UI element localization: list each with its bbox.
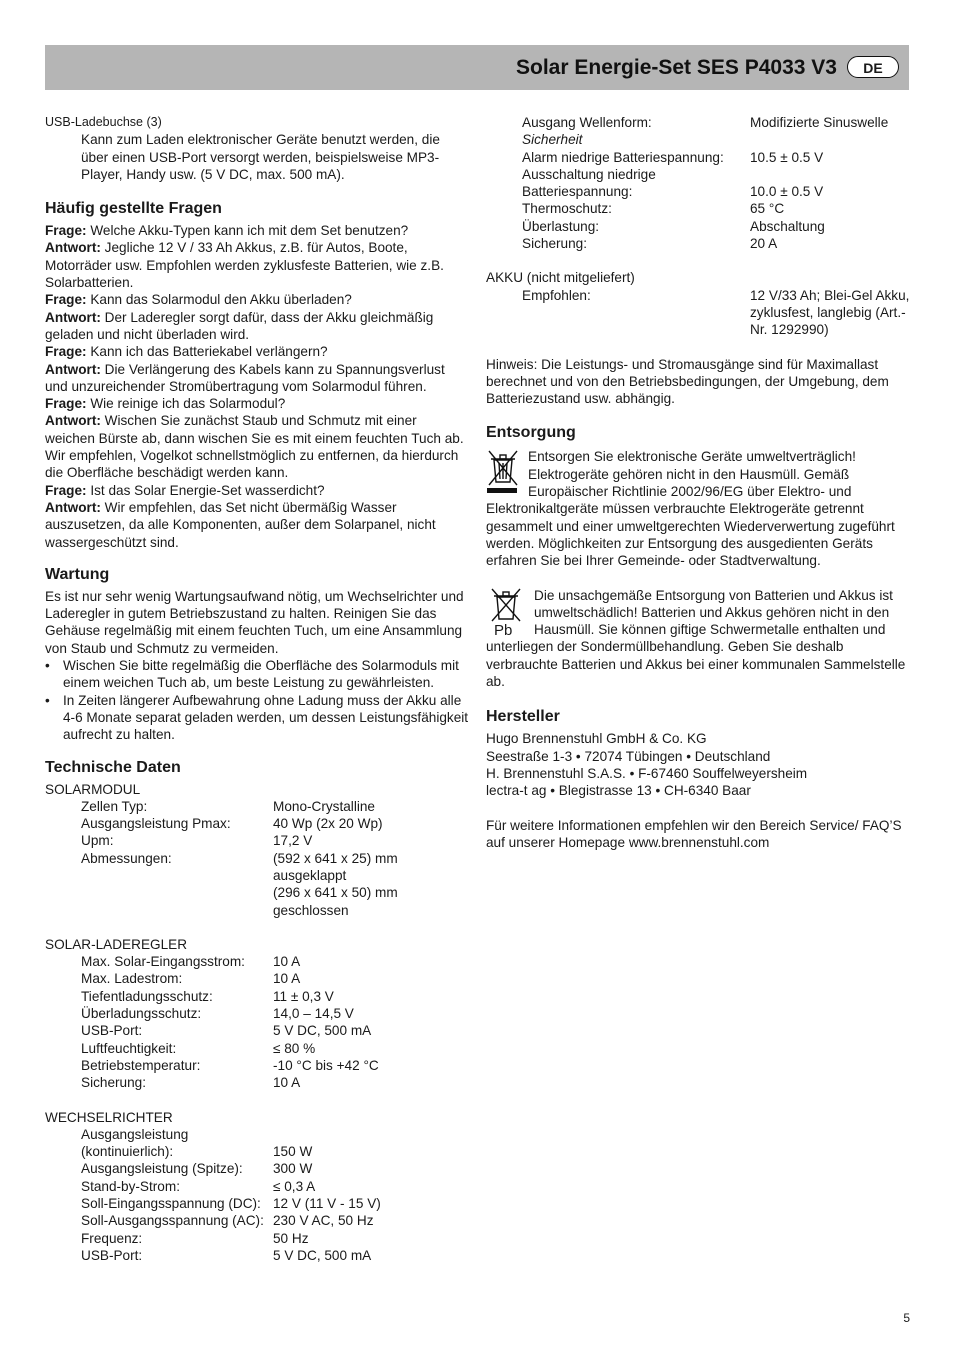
spec-row: [45, 953, 470, 970]
laderegler-table: [45, 953, 470, 1091]
spec-label: (kontinuierlich):: [81, 1144, 174, 1160]
akku-label: Empfohlen:: [522, 287, 591, 303]
wechselrichter-title: WECHSELRICHTER: [45, 1109, 173, 1125]
spec-label: Ausschaltung niedrige: [522, 166, 656, 182]
faq-answer-label: Antwort:: [45, 413, 101, 429]
solarmodul-title: SOLARMODUL: [45, 781, 141, 797]
wartung-bullet-2: • In Zeiten längerer Aufbewahrung ohne Ladung muss der Akku alle 4-6 Monate separat geladen werden, um dessen Leistungsfähigkeit aufrecht zu halten.: [45, 692, 470, 744]
spec-value: Abschaltung: [750, 218, 825, 234]
crossed-bin-icon: [486, 448, 520, 494]
solarmodul-table: [45, 798, 470, 919]
faq-question: [45, 395, 470, 412]
spec-label: Zellen Typ:: [81, 798, 148, 814]
spec-value: 5 V DC, 500 mA: [273, 1023, 372, 1039]
spec-row: [486, 183, 911, 200]
usb-text: Kann zum Laden elektronischer Geräte benutzt werden, die über einen USB-Port versorgt werden, beispielsweise MP3-Player, Handy usw. (5 V DC, max. 500 mA).: [81, 132, 440, 182]
spec-row: [45, 1247, 470, 1264]
usb-heading: USB-Ladebuchse (3): [45, 115, 162, 129]
spec-row: [45, 850, 470, 885]
spec-value: 14,0 – 14,5 V: [273, 1006, 354, 1022]
faq-answer: [45, 309, 470, 344]
faq-question: [45, 222, 470, 239]
spec-value: 40 Wp (2x 20 Wp): [273, 816, 383, 832]
faq-answer-label: Antwort:: [45, 309, 101, 325]
spec-value: 10 A: [273, 971, 301, 987]
wartung-bullet-1: • Wischen Sie bitte regelmäßig die Oberfläche des Solarmoduls mit einem weichen Tuch ab, um beste Leistung zu gewährleisten.: [45, 657, 470, 692]
faq-answer-text: Wischen Sie zunächst Staub und Schmutz mit einer weichen Bürste ab, dann wischen Sie es mit einem feuchten Tuch ab. Wir empfehlen, Vogelkot schnellstmöglich zu entfernen, da hierdurch die Oberfläche beschädigt werden kann.: [45, 413, 464, 481]
spec-label: Thermoschutz:: [522, 201, 612, 217]
faq-question-label: Frage:: [45, 223, 87, 239]
faq-question-label: Frage:: [45, 344, 87, 360]
spec-row: [45, 1212, 470, 1229]
spec-value: ≤ 0,3 A: [273, 1178, 316, 1194]
spec-value: 10 A: [273, 1075, 301, 1091]
spec-value: [273, 1126, 470, 1143]
spec-value: -10 °C bis +42 °C: [273, 1057, 379, 1073]
spec-label: Stand-by-Strom:: [81, 1178, 180, 1194]
spec-label: Sicherung:: [522, 236, 587, 252]
faq-answer-text: Wir empfehlen, das Set nicht übermäßig Wasser auszusetzen, da alle Komponenten, außer dem Solarpanel, nicht wassergeschützt sind.: [45, 499, 436, 550]
faq-question-label: Frage:: [45, 292, 87, 308]
spec-row: [45, 798, 470, 815]
spec-value: [750, 166, 911, 183]
wechselrichter-table: [45, 1126, 470, 1264]
spec-label: Sicherung:: [81, 1075, 146, 1091]
spec-row: [45, 1022, 470, 1039]
spec-value: 17,2 V: [273, 833, 313, 849]
faq-answer: [45, 361, 470, 396]
page-number: 5: [903, 1311, 910, 1325]
spec-row: [45, 1160, 470, 1177]
page-header: [45, 45, 909, 90]
spec-value: 11 ± 0,3 V: [273, 988, 334, 1004]
entsorgung-block-1: [486, 448, 911, 569]
spec-value: 12 V (11 V - 15 V): [273, 1196, 381, 1212]
faq-answer: [45, 499, 470, 551]
spec-label: USB-Port:: [81, 1247, 143, 1263]
faq-question-label: Frage:: [45, 396, 87, 412]
spec-label: Überlastung:: [522, 218, 600, 234]
faq-question-label: Frage:: [45, 482, 87, 498]
faq-heading: Häufig gestellte Fragen: [45, 200, 222, 218]
spec-label: Ausgangsleistung (Spitze):: [81, 1161, 243, 1177]
faq-answer-text: Jegliche 12 V / 33 Ah Akkus, z.B. für Autos, Boote, Motorräder usw. Empfohlen werden zyklusfeste Batterien, wie z.B. Solarbatterien.: [45, 240, 444, 291]
spec-label: Alarm niedrige Batteriespannung:: [522, 149, 724, 165]
spec-row: [486, 114, 911, 131]
spec-row: [45, 1040, 470, 1057]
spec-row: [486, 149, 911, 166]
spec-value: 65 °C: [750, 201, 785, 217]
spec-row: [45, 1126, 470, 1143]
spec-label: Überladungsschutz:: [81, 1006, 202, 1022]
spec-value: 10 A: [273, 954, 301, 970]
spec-row: [45, 1057, 470, 1074]
laderegler-title: SOLAR-LADEREGLER: [45, 936, 188, 952]
spec-label: Soll-Eingangsspannung (DC):: [81, 1196, 261, 1212]
faq-question: [45, 482, 470, 499]
spec-value: 150 W: [273, 1144, 313, 1160]
faq-list: [45, 222, 470, 551]
hersteller-line-2: Seestraße 1-3 • 72074 Tübingen • Deutschland: [486, 748, 771, 764]
spec-value: 10.5 ± 0.5 V: [750, 149, 824, 165]
hersteller-line-4: lectra-t ag • Blegistrasse 13 • CH-6340 Baar: [486, 783, 751, 799]
spec-row: [45, 1178, 470, 1195]
spec-value: 300 W: [273, 1161, 313, 1177]
document-title: Solar Energie-Set SES P4033 V3: [516, 56, 837, 79]
faq-question: [45, 343, 470, 360]
spec-label: Ausgangsleistung Pmax:: [81, 816, 231, 832]
spec-row: [45, 815, 470, 832]
pb-label: Pb: [494, 621, 513, 639]
spec-label: Betriebstemperatur:: [81, 1057, 201, 1073]
spec-row: [486, 218, 911, 235]
spec-label: Frequenz:: [81, 1230, 143, 1246]
akku-value: 12 V/33 Ah; Blei-Gel Akku, zyklusfest, langlebig (Art.-Nr. 1292990): [750, 287, 910, 338]
faq-question: [45, 291, 470, 308]
battery-disposal-symbol: [486, 587, 526, 638]
faq-question-text: Wie reinige ich das Solarmodul?: [90, 396, 286, 412]
faq-answer: [45, 239, 470, 291]
faq-answer-label: Antwort:: [45, 499, 101, 515]
faq-answer-label: Antwort:: [45, 361, 101, 377]
spec-label: [45, 884, 273, 919]
akku-row: [486, 287, 911, 339]
entsorgung-heading: Entsorgung: [486, 424, 576, 442]
spec-row: [45, 832, 470, 849]
spec-value: Mono-Crystalline: [273, 798, 375, 814]
hersteller-info: Für weitere Informationen empfehlen wir den Bereich Service/ FAQ’S auf unserer Homepage www.brennenstuhl.com: [486, 817, 902, 850]
spec-row: [45, 1230, 470, 1247]
faq-answer-label: Antwort:: [45, 240, 101, 256]
entsorgung-text-2: Die unsachgemäße Entsorgung von Batterien und Akkus ist umweltschädlich! Batterien und Akkus gehören nicht in den Hausmüll. Sie können giftige Schwermetalle enthalten und unterliegen der Sondermüllbehandlung. Geben Sie deshalb verbrauchte Batterien und Akkus bei einer kommunalen Sammelstelle ab.: [486, 587, 906, 690]
language-badge: DE: [847, 56, 899, 78]
spec-label: Ausgangsleistung: [81, 1126, 189, 1142]
spec-label: Abmessungen:: [81, 850, 172, 866]
sicherheit-label: Sicherheit: [522, 132, 583, 148]
spec-value: Modifizierte Sinuswelle: [750, 115, 889, 130]
akku-title: AKKU (nicht mitgeliefert): [486, 270, 635, 286]
spec-label: Ausgang Wellenform:: [522, 115, 652, 130]
spec-row: [45, 884, 470, 919]
hersteller-heading: Hersteller: [486, 708, 560, 726]
left-column: [45, 114, 470, 1264]
spec-value: (592 x 641 x 25) mm ausgeklappt: [273, 850, 398, 883]
right-column: [486, 114, 911, 851]
spec-row: [45, 1195, 470, 1212]
spec-label: Batteriespannung:: [522, 184, 633, 200]
right-rows-table: [486, 114, 911, 131]
wartung-text: Es ist nur sehr wenig Wartungsaufwand nötig, um Wechselrichter und Laderegler in gutem Betriebszustand zu halten. Reinigen Sie das Gehäuse regelmäßig mit einem feuchten Tuch, um eine Ansammlung von Staub und Schmutz zu vermeiden.: [45, 588, 464, 656]
spec-value: 20 A: [750, 236, 778, 252]
spec-label: Luftfeuchtigkeit:: [81, 1040, 177, 1056]
crossed-bin-battery-icon: [489, 587, 523, 623]
spec-row: [486, 200, 911, 217]
spec-label: Upm:: [81, 833, 114, 849]
spec-label: Max. Solar-Eingangsstrom:: [81, 954, 245, 970]
hersteller-line-3: H. Brennenstuhl S.A.S. • F-67460 Souffelweyersheim: [486, 765, 808, 781]
hinweis-text: Hinweis: Die Leistungs- und Stromausgänge sind für Maximallast berechnet und von den Betriebsbedingungen, der Umgebung, dem Batteriezustand usw. abhängig.: [486, 356, 889, 407]
faq-question-text: Kann das Solarmodul den Akku überladen?: [90, 292, 352, 308]
spec-row: [45, 1074, 470, 1091]
faq-question-text: Kann ich das Batteriekabel verlängern?: [90, 344, 328, 360]
spec-row: [45, 970, 470, 987]
spec-value: 5 V DC, 500 mA: [273, 1247, 372, 1263]
spec-row: [486, 235, 911, 252]
spec-value: 50 Hz: [273, 1230, 309, 1246]
wartung-heading: Wartung: [45, 565, 110, 583]
faq-answer-text: Die Verlängerung des Kabels kann zu Spannungsverlust und unzureichender Stromübertragung vom Solarmodul führen.: [45, 361, 445, 394]
spec-value: (296 x 641 x 50) mm geschlossen: [273, 885, 398, 918]
spec-label: Max. Ladestrom:: [81, 971, 183, 987]
faq-answer: [45, 412, 470, 481]
spec-label: USB-Port:: [81, 1023, 143, 1039]
spec-row: [45, 988, 470, 1005]
sicherheit-table: [486, 149, 911, 253]
tech-heading: Technische Daten: [45, 758, 181, 776]
spec-value: 10.0 ± 0.5 V: [750, 184, 824, 200]
faq-answer-text: Der Laderegler sorgt dafür, dass der Akku gleichmäßig geladen und nicht überladen wird.: [45, 309, 434, 342]
spec-row: [45, 1143, 470, 1160]
entsorgung-text-1: Entsorgen Sie elektronische Geräte umweltverträglich! Elektrogeräte gehören nicht in den Hausmüll. Gemäß Europäischer Richtlinie 2002/96/EG über Elektro- und Elektronikaltgeräte müssen verbrauchte Elektrogeräte getrennt gesammelt und einer umweltgerechten Wiederverwertung zugeführt werden. Möglichkeiten zur Entsorgung des ausgedienten Geräts erfahren Sie bei Ihrer Gemeinde- oder Stadtverwaltung.: [486, 449, 895, 569]
spec-label: Soll-Ausgangsspannung (AC):: [81, 1213, 264, 1229]
spec-row: [45, 1005, 470, 1022]
spec-row: [486, 166, 911, 183]
spec-label: Tiefentladungsschutz:: [81, 988, 213, 1004]
faq-question-text: Welche Akku-Typen kann ich mit dem Set benutzen?: [90, 223, 409, 239]
spec-value: 230 V AC, 50 Hz: [273, 1213, 374, 1229]
hersteller-line-1: Hugo Brennenstuhl GmbH & Co. KG: [486, 731, 707, 747]
spec-value: ≤ 80 %: [273, 1040, 316, 1056]
entsorgung-block-2: [486, 587, 911, 691]
faq-question-text: Ist das Solar Energie-Set wasserdicht?: [90, 482, 325, 498]
